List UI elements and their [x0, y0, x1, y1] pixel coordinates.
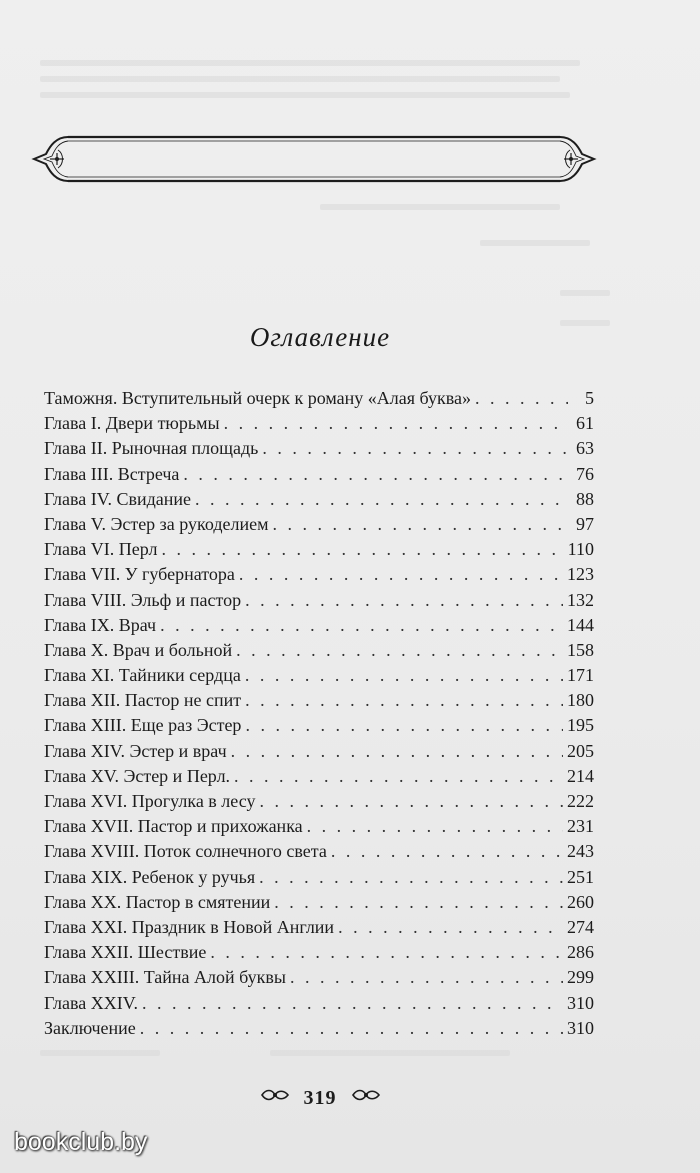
leader-dots	[234, 764, 563, 789]
leader-dots	[195, 487, 568, 512]
toc-entry-label: Глава VI. Перл	[44, 539, 158, 560]
toc-entry	[44, 613, 594, 638]
leader-dots	[262, 436, 568, 461]
bleed-through	[480, 240, 590, 246]
leader-dots	[245, 588, 563, 613]
toc-entry-label: Глава X. Врач и больной	[44, 639, 233, 660]
toc-entry	[44, 739, 594, 764]
toc-entry	[44, 562, 594, 587]
toc-entry	[44, 713, 594, 738]
leader-dots	[274, 890, 563, 915]
toc-entry-page: 132	[567, 589, 594, 610]
toc-entry-label: Глава II. Рыночная площадь	[44, 438, 259, 459]
toc-entry-label: Глава XXIII. Тайна Алой буквы	[44, 967, 286, 988]
toc-entry-label: Глава XXII. Шествие	[44, 942, 207, 963]
bleed-through	[40, 60, 580, 66]
toc-entry	[44, 386, 594, 411]
toc-entry-page: 205	[567, 740, 594, 761]
toc-entry-label: Глава XX. Пастор в смятении	[44, 891, 271, 912]
bleed-through	[560, 290, 610, 296]
fleuron-icon	[351, 1086, 381, 1110]
leader-dots	[273, 512, 569, 537]
toc-entry-page: 299	[567, 967, 594, 988]
toc-entry-label: Глава XIV. Эстер и врач	[44, 740, 227, 761]
toc-entry-page: 123	[567, 564, 594, 585]
toc-entry	[44, 588, 594, 613]
toc-entry-page: 97	[576, 513, 594, 534]
toc-entry-page: 310	[567, 992, 594, 1013]
page-footer	[0, 1086, 640, 1110]
toc-entry	[44, 965, 594, 990]
toc-entry-page: 274	[567, 916, 594, 937]
toc-entry-page: 243	[567, 841, 594, 862]
toc-entry-page: 76	[576, 463, 594, 484]
toc-entry	[44, 814, 594, 839]
toc-entry-label: Глава VIII. Эльф и пастор	[44, 589, 242, 610]
toc-entry	[44, 764, 594, 789]
toc-entry	[44, 789, 594, 814]
toc-entry-page: 195	[567, 715, 594, 736]
leader-dots	[338, 915, 563, 940]
toc-entry-label: Глава VII. У губернатора	[44, 564, 235, 585]
toc-entry	[44, 839, 594, 864]
toc-entry-page: 171	[567, 665, 594, 686]
table-of-contents	[44, 386, 594, 1041]
ornamental-frame-icon	[28, 128, 600, 190]
toc-entry-label: Глава IX. Врач	[44, 614, 157, 635]
bleed-through	[320, 204, 560, 210]
toc-entry-page: 310	[567, 1017, 594, 1038]
toc-entry	[44, 411, 594, 436]
leader-dots	[162, 537, 564, 562]
page-title: Оглавление	[249, 322, 391, 352]
toc-entry	[44, 436, 594, 461]
toc-entry-label: Глава XII. Пастор не спит	[44, 690, 242, 711]
toc-entry-label: Глава XV. Эстер и Перл.	[44, 765, 231, 786]
toc-entry-label: Глава XVIII. Поток солнечного света	[44, 841, 327, 862]
toc-entry-page: 222	[567, 791, 594, 811]
leader-dots	[231, 739, 563, 764]
toc-entry	[44, 638, 594, 663]
toc-entry-page: 286	[567, 942, 594, 963]
toc-entry-page: 260	[567, 891, 594, 912]
leader-dots	[224, 411, 568, 436]
leader-dots	[290, 965, 563, 990]
toc-entry-label: Глава XXIV.	[44, 992, 138, 1013]
leader-dots	[475, 386, 568, 411]
leader-dots	[259, 789, 563, 814]
toc-entry-page: 144	[567, 614, 594, 635]
toc-entry-page: 231	[567, 816, 594, 837]
toc-entry-label: Глава XIX. Ребенок у ручья	[44, 866, 256, 887]
toc-entry	[44, 991, 594, 1016]
toc-entry-label: Глава III. Встреча	[44, 463, 180, 484]
leader-dots	[142, 991, 563, 1016]
bleed-through	[40, 92, 570, 98]
toc-entry-label: Глава XIII. Еще раз Эстер	[44, 715, 242, 736]
leader-dots	[245, 663, 563, 688]
leader-dots	[236, 638, 563, 663]
toc-entry-label: Глава V. Эстер за рукоделием	[44, 513, 269, 534]
toc-entry	[44, 663, 594, 688]
toc-entry-page: 180	[567, 690, 594, 711]
toc-entry	[44, 462, 594, 487]
bleed-through	[270, 1050, 510, 1056]
toc-entry	[44, 487, 594, 512]
toc-entry	[44, 1016, 594, 1041]
leader-dots	[210, 940, 563, 965]
toc-entry-label: Таможня. Вступительный очерк к роману «Алая буква»	[44, 388, 471, 408]
toc-entry-label: Глава IV. Свидание	[44, 488, 191, 509]
leader-dots	[239, 562, 563, 587]
toc-entry-label: Глава I. Двери тюрьмы	[44, 413, 220, 434]
toc-entry-label: Заключение	[44, 1017, 136, 1038]
page-number: 319	[303, 1086, 337, 1109]
toc-entry-label: Глава XVII. Пастор и прихожанка	[44, 816, 303, 837]
toc-entry-page: 214	[567, 765, 594, 786]
toc-entry-page: 61	[576, 413, 594, 434]
watermark: bookclub.by	[14, 1128, 148, 1156]
bleed-through	[40, 76, 560, 82]
toc-entry-page: 63	[576, 438, 594, 459]
leader-dots	[160, 613, 563, 638]
fleuron-icon	[260, 1086, 290, 1110]
leader-dots	[331, 839, 563, 864]
leader-dots	[245, 688, 563, 713]
toc-entry	[44, 940, 594, 965]
toc-entry-page: 110	[567, 539, 594, 560]
toc-entry-page: 251	[567, 866, 594, 887]
toc-entry	[44, 865, 594, 890]
leader-dots	[183, 462, 568, 487]
toc-entry	[44, 537, 594, 562]
toc-entry-page: 88	[576, 488, 594, 509]
bleed-through	[40, 1050, 160, 1056]
toc-entry	[44, 512, 594, 537]
toc-entry-label: Глава XVI. Прогулка в лесу	[44, 791, 256, 811]
toc-entry-label: Глава XXI. Праздник в Новой Англии	[44, 916, 335, 937]
leader-dots	[245, 713, 563, 738]
toc-entry-label: Глава XI. Тайники сердца	[44, 665, 241, 686]
leader-dots	[140, 1016, 563, 1041]
toc-entry	[44, 890, 594, 915]
toc-entry	[44, 915, 594, 940]
toc-entry	[44, 688, 594, 713]
leader-dots	[307, 814, 563, 839]
toc-entry-page: 158	[567, 639, 594, 660]
toc-entry-page: 5	[585, 388, 594, 408]
leader-dots	[259, 865, 563, 890]
